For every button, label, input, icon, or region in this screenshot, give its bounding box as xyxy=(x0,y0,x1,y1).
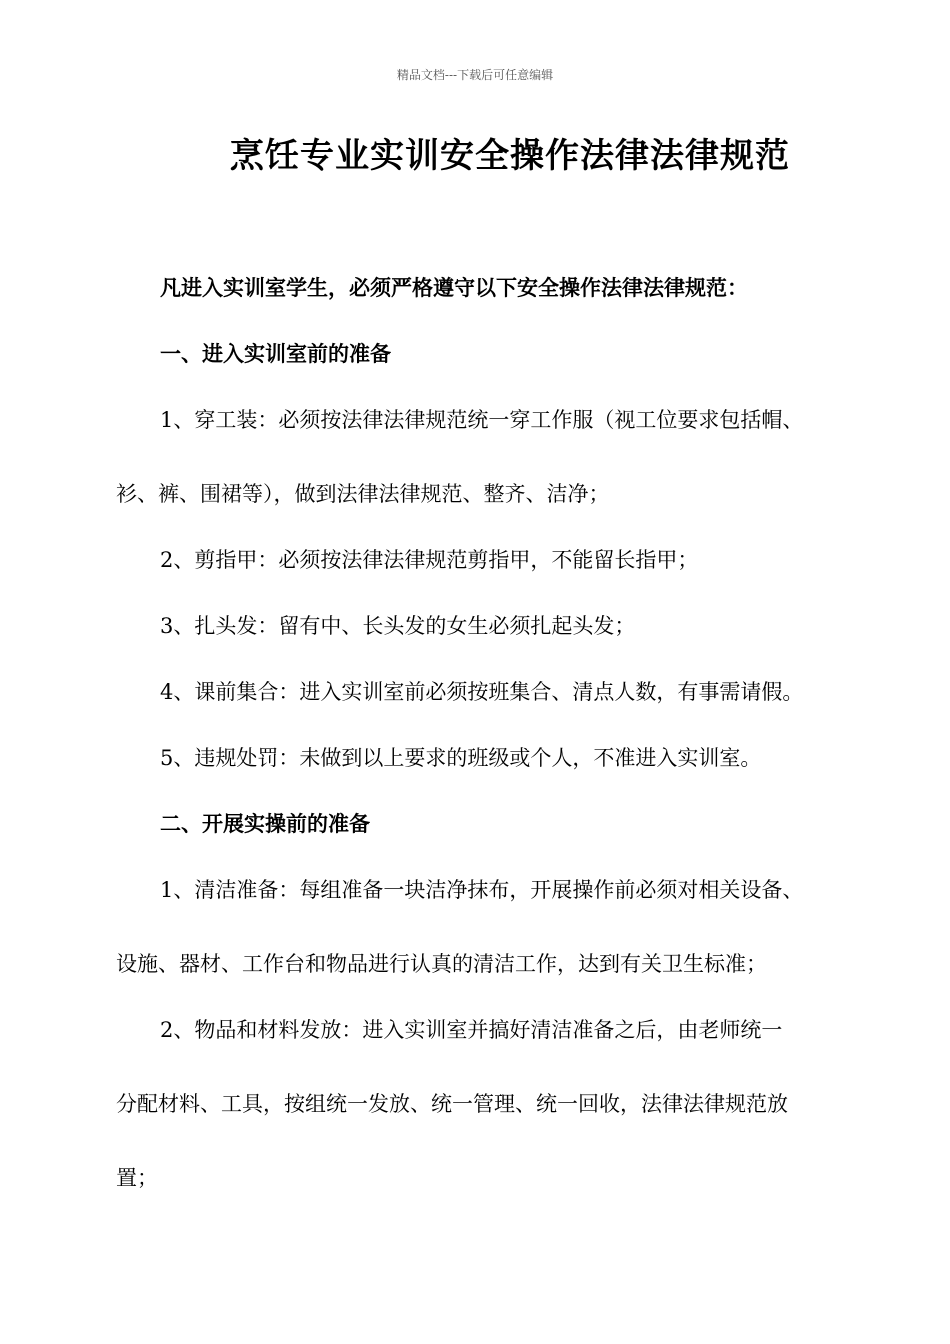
item-1-1-line-1: 1、穿工装：必须按法律法律规范统一穿工作服（视工位要求包括帽、 xyxy=(160,408,804,432)
item-1-4: 4、课前集合：进入实训室前必须按班集合、清点人数，有事需请假。 xyxy=(160,680,804,704)
item-1-3: 3、扎头发：留有中、长头发的女生必须扎起头发； xyxy=(160,614,636,638)
intro-paragraph: 凡进入实训室学生，必须严格遵守以下安全操作法律法律规范： xyxy=(160,275,748,300)
document-title: 烹饪专业实训安全操作法律法律规范 xyxy=(230,136,790,176)
item-2-2-line-1: 2、物品和材料发放：进入实训室并搞好清洁准备之后，由老师统一 xyxy=(160,1018,783,1042)
item-2-2-line-2: 分配材料、工具，按组统一发放、统一管理、统一回收，法律法律规范放 xyxy=(116,1092,788,1116)
item-2-1-line-1: 1、清洁准备：每组准备一块洁净抹布，开展操作前必须对相关设备、 xyxy=(160,878,804,902)
item-1-5: 5、违规处罚：未做到以上要求的班级或个人，不准进入实训室。 xyxy=(160,746,762,770)
page-header: 精品文档---下载后可任意编辑 xyxy=(396,68,554,82)
item-1-1-line-2: 衫、裤、围裙等），做到法律法律规范、整齐、洁净； xyxy=(116,482,610,506)
section-heading-2: 二、开展实操前的准备 xyxy=(160,811,370,836)
item-2-1-line-2: 设施、器材、工作台和物品进行认真的清洁工作，达到有关卫生标准； xyxy=(116,952,767,976)
item-1-2: 2、剪指甲：必须按法律法律规范剪指甲，不能留长指甲； xyxy=(160,548,699,572)
item-2-2-line-3: 置； xyxy=(116,1166,158,1190)
section-heading-1: 一、进入实训室前的准备 xyxy=(160,341,391,366)
